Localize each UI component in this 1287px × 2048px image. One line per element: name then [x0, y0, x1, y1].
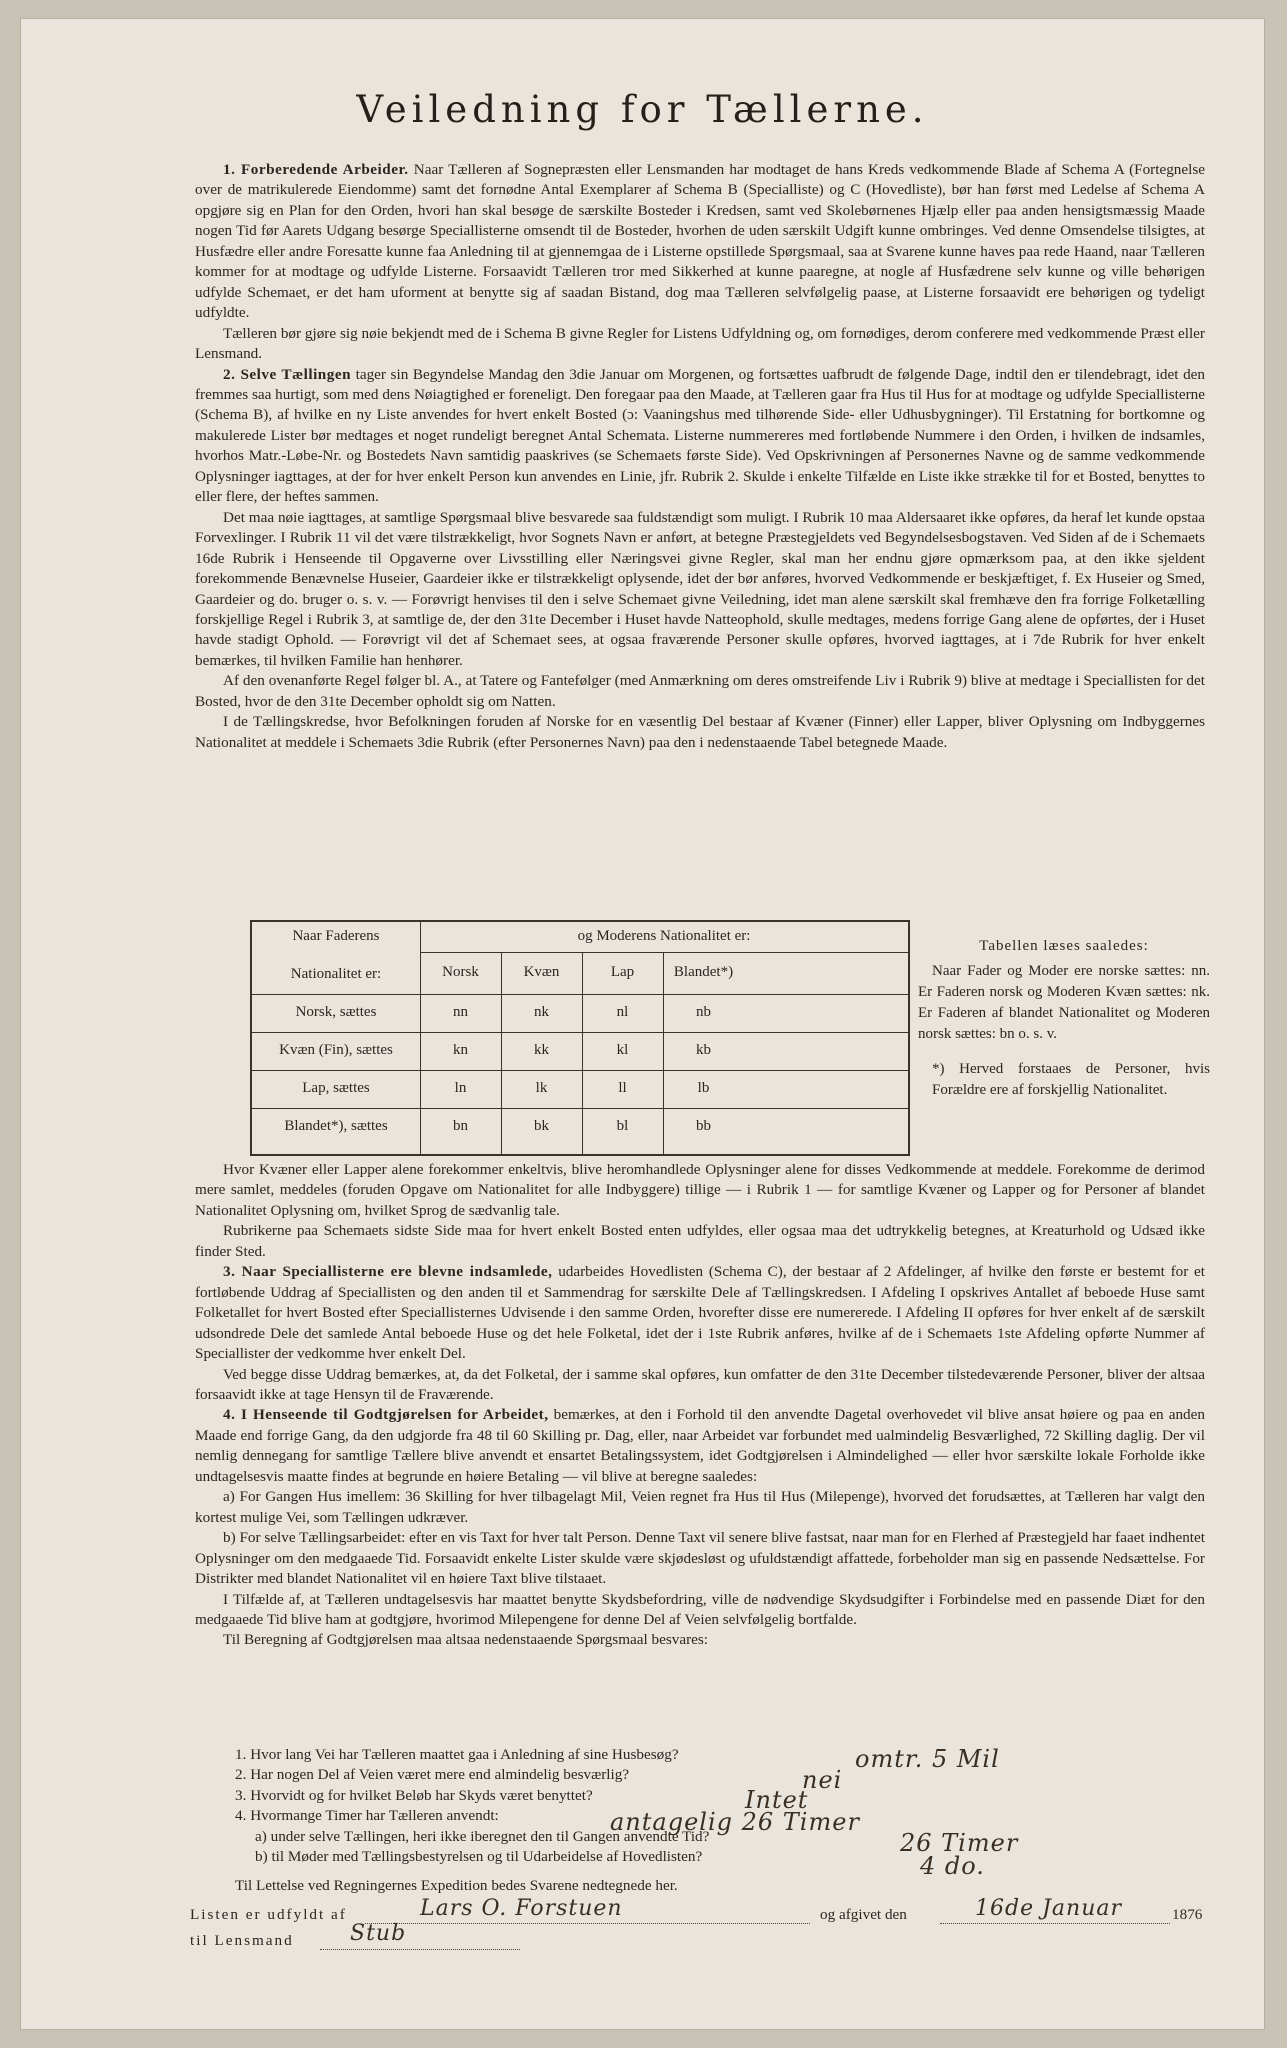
table-cell: kl	[616, 1042, 629, 1058]
table-cell: kk	[534, 1042, 549, 1058]
explanation-footnote: *) Herved forstaaes de Personer, hvis Forældre ere af forskjellig Nationalitet.	[932, 1061, 1210, 1098]
table-cell: ll	[618, 1080, 627, 1096]
question-line: a) under selve Tællingen, heri ikke iberegnet den til Gangen anvendte Tid?	[255, 1827, 710, 1845]
question-line: b) til Møder med Tællingsbestyrelsen og til Udarbeidelse af Hovedlisten?	[255, 1848, 703, 1866]
section-heading: 1. Forberedende Arbeider.	[223, 161, 409, 178]
year: 1876	[1172, 1906, 1203, 1923]
listen-value: Lars O. Forstuen	[420, 1896, 623, 1921]
explanation-heading: Tabellen læses saaledes:	[979, 938, 1149, 954]
paragraph	[195, 1262, 1205, 1364]
answer-4a: 26 Timer	[900, 1829, 1019, 1857]
paragraph-text: Det maa nøie iagttages, at samtlige Spørgsmaal blive besvarede saa fuldstændigt som muligt. I Rubrik 10 maa Aldersaaret ikke opføres, da heraf let kunde opstaa Forvexlinger. I Rubrik 11 vil det være tilstrækkeligt, hvor Sognets Navn er anført, at betegne Præstegjeldets ved Begyndelsesbogstaven. Ved Siden af de i Schemaets 16de Rubrik i Henseende til Opgaverne over Livsstilling eller Næringsvei givne Regler, skal man her endnu gjøre opmærksom paa, at den ikke sjeldent forekommende Benævnelse Huseier, Gaardeier ikke er tilstrækkeligt oplysende, idet der bør anføres, hvorved Vedkommende er beskjæftiget, f. Ex Huseier og Smed, Gaardeier og do. bruger o. s. v. — Forøvrigt henvises til den i selve Schemaet givne Veiledning, idet man alene særskilt skal fremhæve den fra forrige Folketælling forskjellige Regel i Rubrik 3, at samtlige de, der den 31te December i Huset havde Natteophold, skulle medtages, medens forrige Gang alene de opførtes, der i Huset havde stadigt Ophold. — Forøvrigt vil det af Schemaet sees, at ogsaa fraværende Personer skulle opføres, hvorved iagttages, at i 7de Rubrik for hver enkelt bemærkes, til hvilken Familie han henhører.	[195, 508, 1205, 669]
answer-1: omtr. 5 Mil	[855, 1745, 1000, 1773]
paragraph	[195, 712, 1205, 753]
table-cell: bk	[534, 1118, 549, 1134]
census-instruction-page	[20, 18, 1265, 2030]
table-cell: bn	[453, 1118, 468, 1134]
instructions-bottom	[195, 1160, 1205, 1651]
page-title: Veiledning for Tællerne.	[356, 88, 929, 131]
section-heading: 3. Naar Speciallisterne ere blevne indsamlede,	[223, 1263, 553, 1281]
paragraph	[195, 365, 1205, 508]
table-cell: nk	[534, 1004, 549, 1020]
paragraph	[195, 508, 1205, 672]
paragraph-text: Ved begge disse Uddrag bemærkes, at, da det Folketal, der i samme skal opføres, kun omfatter de den 31te December tilstedeværende Personer, bliver der altsaa forsaavidt ikke at tage Hensyn til de Fraværende.	[195, 1365, 1205, 1403]
table-cell: bb	[696, 1118, 711, 1134]
row-label: Lap, sættes	[302, 1080, 370, 1096]
paragraph-text: b) For selve Tællingsarbeidet: efter en vis Taxt for hver talt Person. Denne Taxt vil senere blive fastsat, naar man for en Flerhed af Præstegjeld har faaet indhentet Oplysninger om den medgaaede Tid. Forsaavidt enkelte Lister skulde være skjødesløst og ufuldstændigt affattede, forbeholder man sig en passende Nedsættelse. For Distrikter med blandet Nationalitet vil en høiere Taxt blive tilstaaet.	[195, 1529, 1205, 1588]
paragraph	[195, 1590, 1205, 1631]
table-cell: lb	[697, 1080, 710, 1096]
paragraph-text: Hvor Kvæner eller Lapper alene forekommer enkeltvis, blive heromhandlede Oplysninger alene for disses Vedkommende at meddele. Forekomme de derimod mere samlet, meddeles (foruden Opgave om Nationalitet for alle Indbyggere) tillige — i Rubrik 1 — for samtlige Kvæner og Lapper og for Personer af blandet Nationalitet Oplysning om, hvilket Sprog de sædvanlig tale.	[195, 1161, 1205, 1219]
instructions-top	[195, 160, 1205, 753]
col-header: Lap	[610, 964, 635, 980]
paragraph	[195, 1528, 1205, 1589]
paragraph-text: Tælleren bør gjøre sig nøie bekjendt med de i Schema B givne Regler for Listens Udfyldning og, om fornødiges, derom conferere med vedkommende Præst eller Lensmand.	[195, 324, 1205, 363]
paragraph	[195, 1630, 1205, 1650]
question-line: 3. Hvorvidt og for hvilket Beløb har Skyds været benyttet?	[235, 1786, 593, 1804]
table-cell: kn	[453, 1042, 468, 1058]
listen-label: Listen er udfyldt af	[190, 1906, 347, 1923]
paragraph	[195, 160, 1205, 324]
afgivet-value: 16de Januar	[975, 1896, 1122, 1921]
paragraph-text: I Tilfælde af, at Tælleren undtagelsesvis har maattet benytte Skydsbefordring, ville de nødvendige Skydsudgifter i Forbindelse med en passende Diæt for den medgaaede Tid blive ham at godtgjøre, hvorimod Milepengene for denne Del af Veien selvfølgelig bortfalde.	[195, 1590, 1205, 1628]
paragraph	[195, 1365, 1205, 1406]
paragraph-text: udarbeides Hovedlisten (Schema C), der bestaar af 2 Afdelinger, af hvilke den første er bestemt for et fortløbende Uddrag af Speciallisten og den anden til et Sammendrag for særskilte Dele af Tællingskredsen. I Afdeling I opskrives Antallet af beboede Huse samt Folketallet for hvert Bosted efter Speciallisternes Udvisende i den samme Orden, hvorefter disse ere numererede. I Afdeling II opføres for hver enkelt af de særskilt udsondrede Dele det samlede Antal beboede Huse og det hele Folketal, idet der i 1ste Rubrik anføres, hvilke af de i Schemaets 1ste Afdeling opførte Nummer af Speciallister der vedkomme hver enkelt Del.	[195, 1263, 1205, 1363]
col-header: Norsk	[442, 964, 479, 980]
paragraph	[195, 1487, 1205, 1528]
table-header-mother: og Moderens Nationalitet er:	[577, 928, 751, 944]
question-line: 1. Hvor lang Vei har Tælleren maattet gaa i Anledning af sine Husbesøg?	[235, 1746, 679, 1763]
closing-line: Til Lettelse ved Regningernes Expedition bedes Svarene nedtegnede her.	[235, 1877, 678, 1894]
paragraph	[195, 324, 1205, 365]
table-header-father: Naar Faderens	[292, 928, 380, 944]
paragraph	[195, 1221, 1205, 1262]
row-label: Blandet*), sættes	[284, 1118, 388, 1134]
paragraph-text: bemærkes, at den i Forhold til den anvendte Dagetal overhovedet vil blive ansat høiere og paa en anden Maade end forrige Gang, da den udgjorde fra 48 til 60 Skilling pr. Dag, eller, naar Arbeidet var forbundet med ualmindelig Besværlighed, 72 Skilling daglig. Der vil nemlig dennegang for samtlige Tællere blive anvendt et ensartet Betalingssystem, idet Godtgjørelsen i Almindelighed — eller hvor særskilte lokale Forholde ikke undtagelsesvis maatte findes at begrunde en høiere Betaling — vil blive at beregne saaledes:	[195, 1406, 1205, 1485]
row-label: Kvæn (Fin), sættes	[279, 1042, 393, 1058]
answer-2: nei	[802, 1766, 843, 1794]
row-label: Norsk, sættes	[295, 1004, 377, 1020]
table-cell: bl	[616, 1118, 629, 1134]
table-explanation	[918, 936, 1210, 1101]
paragraph-text: Til Beregning af Godtgjørelsen maa altsaa nedenstaaende Spørgsmaal besvares:	[223, 1631, 709, 1649]
table-cell: nn	[453, 1004, 468, 1020]
afgivet-label: og afgivet den	[820, 1906, 907, 1923]
paragraph-text: a) For Gangen Hus imellem: 36 Skilling for hver tilbagelagt Mil, Veien regnet fra Hus til Hus (Milepenge), hvorved det forudsættes, at Tælleren har valgt den kortest mulige Vei, som Tællingen udkræver.	[195, 1488, 1205, 1526]
table-header-father-sub: Nationalitet er:	[290, 966, 382, 982]
answer-3: Intet	[745, 1786, 809, 1814]
answer-4b: 4 do.	[920, 1852, 985, 1880]
section-heading: 4. I Henseende til Godtgjørelsen for Arbeidet,	[223, 1406, 549, 1424]
table-cell: nb	[696, 1004, 711, 1020]
answer-4: antagelig 26 Timer	[610, 1808, 860, 1836]
lensmand-value: Stub	[350, 1921, 407, 1946]
table-cell: ln	[454, 1080, 467, 1096]
paragraph	[195, 1405, 1205, 1487]
paragraph	[195, 671, 1205, 712]
paragraph-text: I de Tællingskredse, hvor Befolkningen foruden af Norske for en væsentlig Del bestaar af Kvæner (Finner) eller Lapper, bliver Oplysning om Indbyggernes Nationalitet at meddele i Schemaets 3die Rubrik (efter Personernes Navn) paa den i nedenstaaende Tabel betegnede Maade.	[195, 713, 1205, 751]
lensmand-label: til Lensmand	[190, 1932, 294, 1949]
paragraph-text: Rubrikerne paa Schemaets sidste Side maa for hvert enkelt Bosted enten udfyldes, eller ogsaa maa det udtrykkelig betegnes, at Kreaturhold og Udsæd ikke finder Sted.	[195, 1222, 1205, 1260]
question-line: 2. Har nogen Del af Veien været mere end almindelig besværlig?	[235, 1766, 630, 1784]
paragraph-text: Naar Tælleren af Sognepræsten eller Lensmanden har modtaget de hans Kreds vedkommende Blade af Schema A (Fortegnelse over de matrikulerede Eiendomme) samt det fornødne Antal Exemplarer af Schema B (Specialliste) og C (Hovedliste), bør han først med Ledelse af Schema A opgjøre sig en Plan for den Orden, hvori han skal besøge de særskilte Bosteder i Kredsen, samt ved Skolebørnenes Hjælp eller paa anden hensigtsmæssig Maade nogen Tid før Aarets Udgang besørge Speciallisterne omsendt til de Bosteder, hvorhen de uden særskilt Udgift kunne ombringes. Ved denne Omsendelse tilsigtes, at Husfædre eller andre Foresatte kunne faa Anledning til at gjennemgaa de i Listerne opstillede Spørgsmaal, saa at Svarene kunne haves paa rede Haand, naar Tælleren kommer for at modtage og udfylde Listerne. Forsaavidt Tælleren tror med Sikkerhed at kunne paaregne, at nogle af Husfædrene selv kunne og ville behørigen udfylde Schemaet, er det ham uforment at benytte sig af saadan Bistand, dog maa Tælleren selvfølgelig paase, at Listerne forsaavidt ere behørigen og tydeligt udfyldte.	[195, 161, 1206, 322]
question-line: 4. Hvormange Timer har Tælleren anvendt:	[235, 1807, 499, 1825]
table-cell: kb	[696, 1042, 711, 1058]
table-cell: nl	[616, 1004, 629, 1020]
col-header: Blandet*)	[673, 964, 734, 980]
paragraph-text: Af den ovenanførte Regel følger bl. A., at Tatere og Fantefølger (med Anmærkning om deres omstreifende Liv i Rubrik 9) blive at medtage i Speciallisten for det Bosted, hvor de den 31te December opholdt sig om Natten.	[195, 672, 1205, 710]
section-heading: 2. Selve Tællingen	[223, 365, 352, 383]
nationality-table	[250, 920, 910, 1156]
table-cell: lk	[535, 1080, 548, 1096]
explanation-text: Naar Fader og Moder ere norske sættes: nn. Er Faderen norsk og Moderen Kvæn sættes: nk. Er Faderen af blandet Nationalitet og Moderen norsk sættes: bn o. s. v.	[918, 963, 1210, 1042]
paragraph	[195, 1160, 1205, 1221]
paragraph-text: tager sin Begyndelse Mandag den 3die Januar om Morgenen, og fortsættes uafbrudt de følgende Dage, indtil den er tilendebragt, idet den fremmes saa hurtigt, som med dens Nøiagtighed er foreneligt. Den foregaar paa den Maade, at Tælleren gaar fra Hus til Hus for at modtage og udfylde Speciallisterne (Schema B), af hvilke en ny Liste anvendes for hvert enkelt Bosted (ɔ: Vaaningshus med tilhørende Side- eller Udhusbygninger). Til Erstatning for bortkomne og makulerede Lister bør medtages et noget rundeligt beregnet Antal Schemata. Listerne nummereres med fortløbende Nummere i den Orden, i hvilken de indsamles, hvorhos Matr.-Løbe-Nr. og Bostedets Navn samtidig paaskrives (se Schemaets første Side). Ved Opskrivningen af Personernes Navne og de samme vedkommende Oplysninger iagttages, at der for hver enkelt Person kun anvendes en Linie, jfr. Rubrik 2. Skulde i enkelte Tilfælde en Liste ikke strække til for et Bosted, benyttes to eller flere, der heftes sammen.	[195, 365, 1205, 506]
questions-block	[195, 1745, 1205, 1868]
col-header: Kvæn	[523, 964, 560, 980]
